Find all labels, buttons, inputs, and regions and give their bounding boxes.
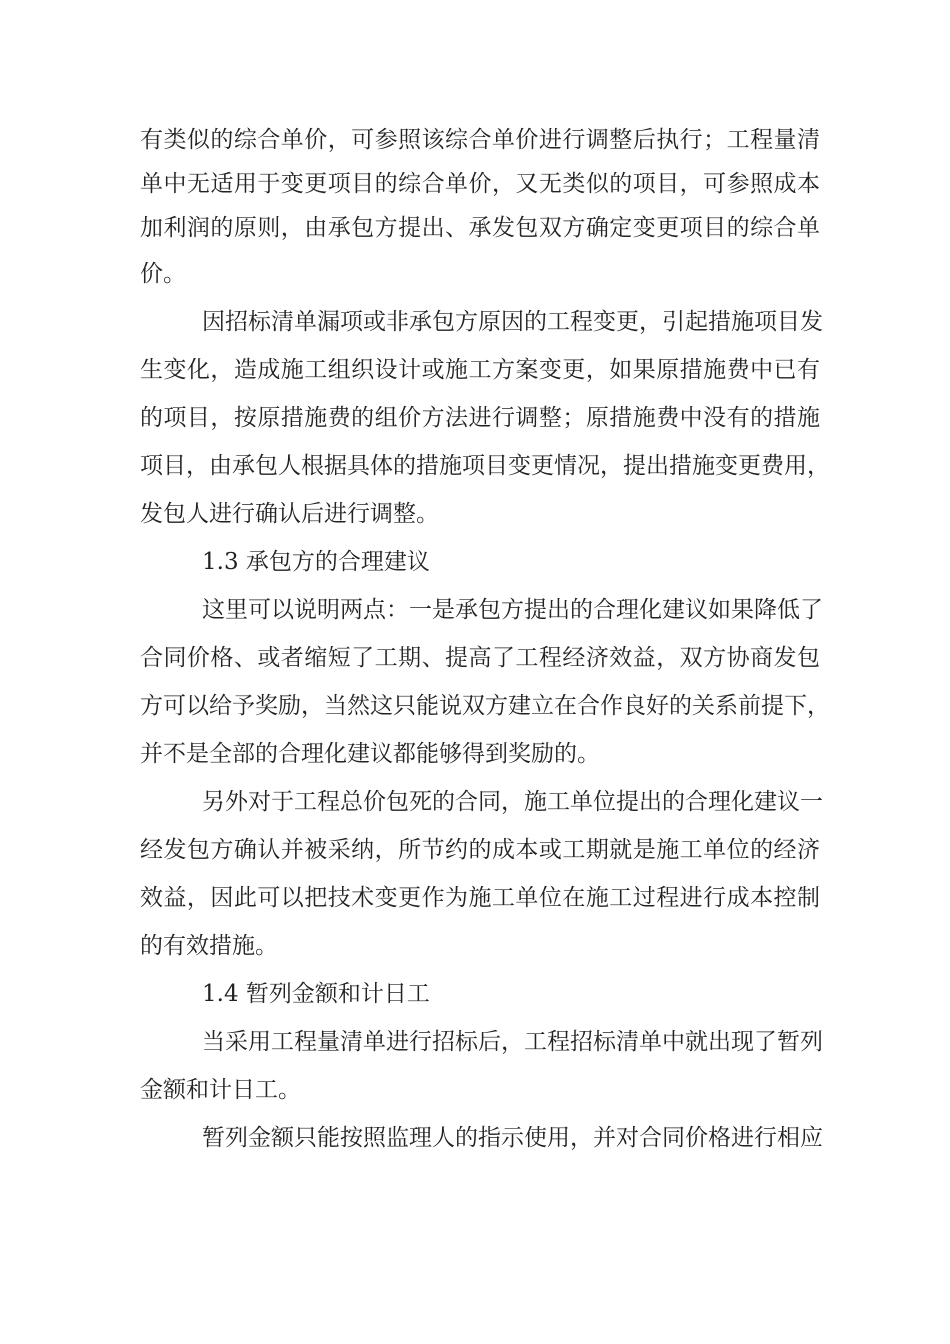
text-line: 金额和计日工。 — [140, 1077, 301, 1103]
text-line: 生变化，造成施工组织设计或施工方案变更，如果原措施费中已有 — [140, 357, 820, 383]
text-line: 价。 — [140, 261, 186, 287]
paragraph-first-line: 另外对于工程总价包死的合同，施工单位提出的合理化建议一 — [202, 789, 823, 815]
body-text — [140, 118, 830, 1162]
text-line: 的项目，按原措施费的组价方法进行调整；原措施费中没有的措施 — [140, 405, 820, 431]
section-heading: 1.4 暂列金额和计日工 — [202, 981, 430, 1007]
text-line: 的有效措施。 — [140, 933, 278, 959]
paragraph-first-line: 因招标清单漏项或非承包方原因的工程变更，引起措施项目发 — [202, 309, 823, 335]
paragraph-first-line: 暂列金额只能按照监理人的指示使用，并对合同价格进行相应 — [202, 1125, 823, 1151]
text-line: 项目，由承包人根据具体的措施项目变更情况，提出措施变更费用， — [140, 453, 830, 479]
paragraph-first-line: 这里可以说明两点：一是承包方提出的合理化建议如果降低了 — [202, 597, 823, 623]
text-line: 方可以给予奖励，当然这只能说双方建立在合作良好的关系前提下， — [140, 693, 830, 719]
paragraph-first-line: 当采用工程量清单进行招标后，工程招标清单中就出现了暂列 — [202, 1029, 823, 1055]
text-line: 经发包方确认并被采纳，所节约的成本或工期就是施工单位的经济 — [140, 837, 820, 863]
text-line: 并不是全部的合理化建议都能够得到奖励的。 — [140, 741, 600, 767]
text-line: 有类似的综合单价，可参照该综合单价进行调整后执行；工程量清 — [140, 127, 820, 153]
text-line: 效益，因此可以把技术变更作为施工单位在施工过程进行成本控制 — [140, 885, 820, 911]
text-line: 单中无适用于变更项目的综合单价，又无类似的项目，可参照成本 — [140, 171, 820, 197]
section-heading: 1.3 承包方的合理建议 — [202, 549, 430, 575]
text-line: 加利润的原则，由承包方提出、承发包双方确定变更项目的综合单 — [140, 215, 820, 241]
text-line: 合同价格、或者缩短了工期、提高了工程经济效益，双方协商发包 — [140, 645, 820, 671]
text-line: 发包人进行确认后进行调整。 — [140, 501, 439, 527]
